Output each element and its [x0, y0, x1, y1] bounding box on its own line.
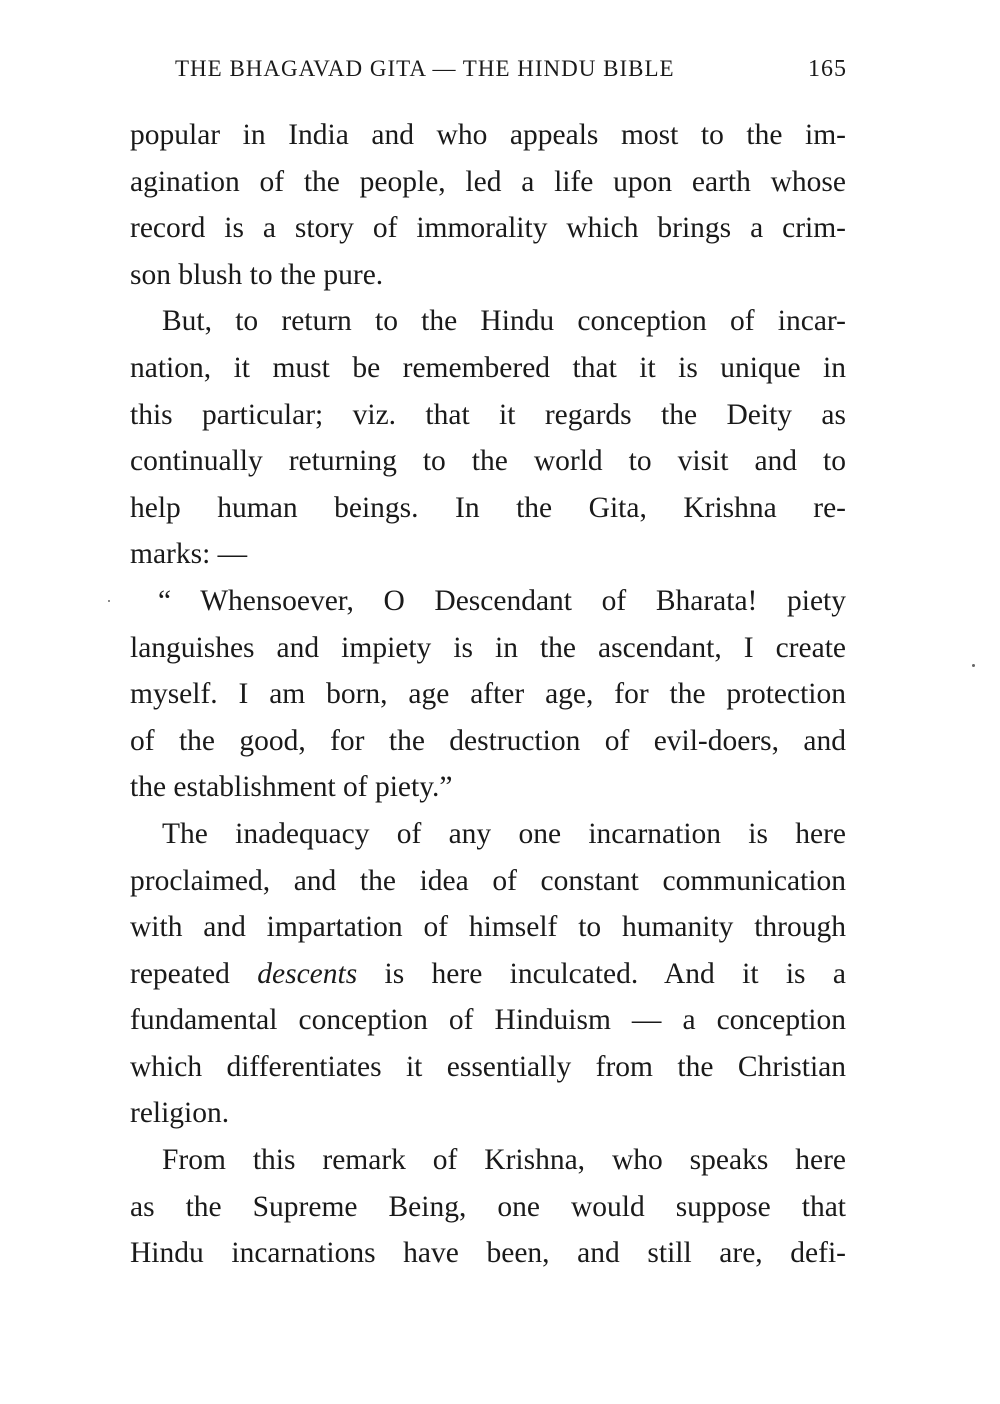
quote-line: the establishment of piety.” — [130, 771, 453, 804]
text-line: From this remark of Krishna, who speaks here — [162, 1144, 846, 1177]
text-line: record is a story of immorality which brings a crim- — [130, 212, 846, 245]
text-line: continually returning to the world to visit and to — [130, 445, 846, 478]
text-line: help human beings. In the Gita, Krishna re- — [130, 491, 846, 524]
text-line: proclaimed, and the idea of constant communication — [130, 864, 846, 897]
text-line: son blush to the pure. — [130, 258, 384, 291]
body-text — [130, 112, 846, 1277]
text-line: Hindu incarnations have been, and still are, defi- — [130, 1237, 846, 1270]
quote-line: of the good, for the destruction of evil-doers, and — [130, 724, 846, 757]
text-line-with-emphasis — [130, 951, 846, 998]
text-line: which differentiates it essentially from the Christian — [130, 1050, 846, 1083]
running-title: THE BHAGAVAD GITA — THE HINDU BIBLE — [175, 56, 675, 81]
text-line: with and impartation of himself to humanity through — [130, 911, 846, 944]
scan-speck — [108, 600, 110, 602]
text-fragment: repeated — [130, 957, 258, 990]
running-head — [175, 52, 847, 86]
page-number: 165 — [808, 56, 847, 82]
quote-line: languishes and impiety is in the ascendant, I create — [130, 631, 846, 664]
text-line: But, to return to the Hindu conception of incar- — [162, 305, 846, 338]
text-line: marks: — — [130, 538, 248, 571]
emphasized-word: descents — [257, 957, 358, 990]
quote-line: myself. I am born, age after age, for the protection — [130, 678, 846, 711]
text-line: popular in India and who appeals most to the im- — [130, 119, 846, 151]
text-fragment: is here inculcated. And it is a — [357, 957, 846, 990]
text-line: this particular; viz. that it regards the Deity as — [130, 398, 846, 431]
text-line: The inadequacy of any one incarnation is here — [162, 817, 846, 850]
text-line: as the Supreme Being, one would suppose that — [130, 1190, 846, 1223]
text-line: agination of the people, led a life upon earth whose — [130, 165, 846, 198]
text-line: nation, it must be remembered that it is unique in — [130, 351, 846, 384]
quote-line: “ Whensoever, O Descendant of Bharata! piety — [158, 584, 846, 617]
text-line: religion. — [130, 1097, 230, 1130]
scan-speck — [972, 664, 975, 667]
text-line: fundamental conception of Hinduism — a conception — [130, 1004, 846, 1037]
